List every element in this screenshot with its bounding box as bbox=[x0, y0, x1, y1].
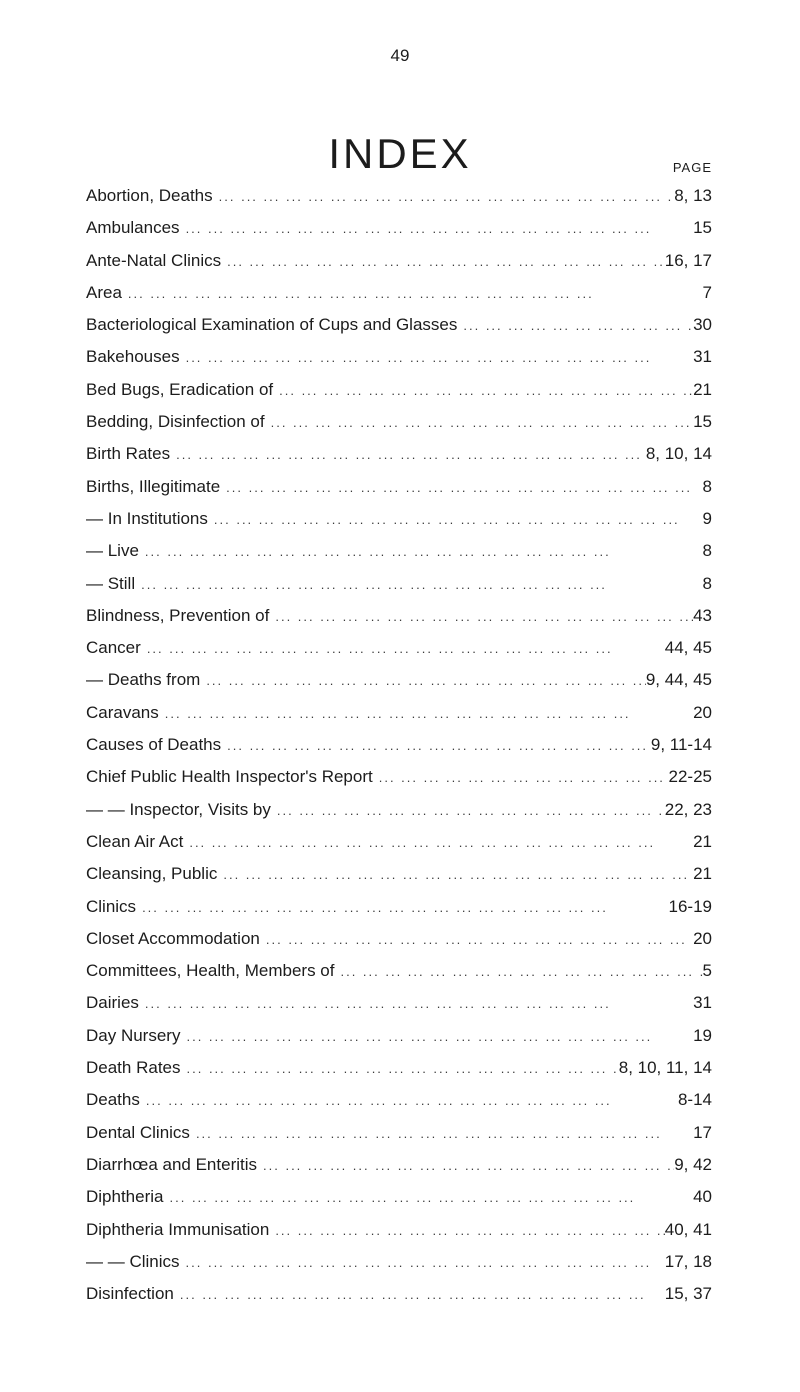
dot-leader bbox=[140, 1085, 678, 1117]
index-entry-pages: 15 bbox=[693, 412, 712, 432]
index-entry bbox=[86, 1117, 712, 1149]
index-entry bbox=[86, 503, 712, 535]
index-entry-label: — — Inspector, Visits by bbox=[86, 799, 271, 819]
index-entry bbox=[86, 245, 712, 277]
index-entry bbox=[86, 438, 712, 470]
dot-leader bbox=[139, 536, 703, 568]
index-entry bbox=[86, 1084, 712, 1116]
index-entry-pages: 9, 44, 45 bbox=[645, 670, 712, 690]
index-entry-label: Bed Bugs, Eradication of bbox=[86, 379, 274, 399]
index-entry-label: Dairies bbox=[86, 993, 139, 1013]
page-column-header: PAGE bbox=[672, 160, 712, 175]
index-entry-label: Disinfection bbox=[86, 1284, 174, 1304]
index-entry bbox=[86, 1149, 712, 1181]
index-entry-pages: 40 bbox=[693, 1187, 712, 1207]
page-number: 49 bbox=[390, 46, 410, 65]
index-entry-label: Bacteriological Examination of Cups and Glasses bbox=[86, 315, 458, 335]
dot-leader bbox=[164, 1182, 694, 1214]
index-entry bbox=[86, 212, 712, 244]
index-entry-pages: 7 bbox=[702, 282, 712, 302]
index-entry-label: Ambulances bbox=[86, 218, 180, 238]
index-entry-pages: 9 bbox=[702, 508, 712, 528]
index-entry-label: Diphtheria Immunisation bbox=[86, 1219, 270, 1239]
index-entry-pages: 21 bbox=[693, 864, 712, 884]
index-entry-pages: 31 bbox=[693, 347, 712, 367]
index-entry bbox=[86, 858, 712, 890]
dot-leader bbox=[139, 988, 693, 1020]
index-entry bbox=[86, 761, 712, 793]
index-entry-label: — — Clinics bbox=[86, 1251, 180, 1271]
index-entry-pages: 44, 45 bbox=[664, 638, 712, 658]
index-entry bbox=[86, 1278, 712, 1310]
index-entry-label: Causes of Deaths bbox=[86, 735, 222, 755]
index-entry-label: Ante-Natal Clinics bbox=[86, 250, 222, 270]
dot-leader bbox=[269, 1215, 664, 1247]
index-entry-pages: 15 bbox=[693, 218, 712, 238]
index-entry-label: Birth Rates bbox=[86, 444, 171, 464]
index-entry bbox=[86, 471, 712, 503]
dot-leader bbox=[457, 310, 693, 342]
index-entry bbox=[86, 891, 712, 923]
dot-leader bbox=[221, 246, 665, 278]
dot-leader bbox=[265, 407, 693, 439]
index-entry-pages: 8 bbox=[702, 573, 712, 593]
index-entry-pages: 22, 23 bbox=[664, 799, 712, 819]
index-entry-pages: 8-14 bbox=[677, 1090, 712, 1110]
index-list bbox=[86, 180, 712, 1310]
index-entry-label: Day Nursery bbox=[86, 1025, 181, 1045]
index-entry-label: Diphtheria bbox=[86, 1187, 164, 1207]
dot-leader bbox=[221, 730, 651, 762]
dot-leader bbox=[273, 375, 693, 407]
index-entry-pages: 9, 42 bbox=[674, 1154, 712, 1174]
index-entry-label: Deaths bbox=[86, 1090, 140, 1110]
dot-leader bbox=[260, 924, 693, 956]
dot-leader bbox=[217, 859, 693, 891]
index-entry-label: Caravans bbox=[86, 702, 159, 722]
index-entry-pages: 31 bbox=[693, 993, 712, 1013]
index-entry-pages: 21 bbox=[693, 379, 712, 399]
index-entry-pages: 8 bbox=[702, 541, 712, 561]
index-entry-pages: 16-19 bbox=[668, 896, 712, 916]
index-entry bbox=[86, 826, 712, 858]
dot-leader bbox=[269, 601, 693, 633]
index-entry-pages: 19 bbox=[693, 1025, 712, 1045]
dot-leader bbox=[174, 1279, 665, 1311]
index-entry-pages: 30 bbox=[693, 315, 712, 335]
dot-leader bbox=[180, 1021, 693, 1053]
dot-leader bbox=[180, 1247, 665, 1279]
index-entry-label: Area bbox=[86, 282, 122, 302]
dot-leader bbox=[271, 795, 665, 827]
dot-leader bbox=[257, 1150, 674, 1182]
index-entry bbox=[86, 277, 712, 309]
index-entry-label: Births, Illegitimate bbox=[86, 476, 221, 496]
index-entry bbox=[86, 923, 712, 955]
index-entry bbox=[86, 1052, 712, 1084]
dot-leader bbox=[181, 1053, 619, 1085]
index-entry-label: Diarrhœa and Enteritis bbox=[86, 1154, 258, 1174]
index-entry bbox=[86, 406, 712, 438]
index-entry-pages: 8 bbox=[702, 476, 712, 496]
dot-leader bbox=[180, 342, 694, 374]
index-entry bbox=[86, 600, 712, 632]
index-entry-label: — Live bbox=[86, 541, 139, 561]
index-entry-pages: 17 bbox=[693, 1122, 712, 1142]
dot-leader bbox=[122, 278, 703, 310]
index-entry bbox=[86, 180, 712, 212]
dot-leader bbox=[170, 439, 646, 471]
index-entry-pages: 15, 37 bbox=[664, 1284, 712, 1304]
dot-leader bbox=[183, 827, 693, 859]
index-entry bbox=[86, 535, 712, 567]
index-entry-pages: 8, 13 bbox=[674, 186, 712, 205]
dot-leader bbox=[136, 892, 668, 924]
index-entry-label: Bedding, Disinfection of bbox=[86, 412, 265, 432]
index-entry-label: Blindness, Prevention of bbox=[86, 605, 270, 625]
dot-leader bbox=[135, 569, 702, 601]
index-entry-label: Dental Clinics bbox=[86, 1122, 190, 1142]
dot-leader bbox=[208, 504, 703, 536]
index-entry bbox=[86, 729, 712, 761]
index-entry-pages: 5 bbox=[702, 961, 712, 981]
dot-leader bbox=[220, 472, 702, 504]
index-entry-pages: 21 bbox=[693, 831, 712, 851]
index-entry-pages: 16, 17 bbox=[664, 250, 712, 270]
index-entry-label: Death Rates bbox=[86, 1058, 181, 1078]
index-entry bbox=[86, 309, 712, 341]
index-entry-label: — Deaths from bbox=[86, 670, 201, 690]
index-entry-label: Cancer bbox=[86, 638, 141, 658]
index-entry bbox=[86, 341, 712, 373]
dot-leader bbox=[373, 762, 669, 794]
dot-leader bbox=[213, 181, 675, 213]
index-entry bbox=[86, 632, 712, 664]
index-entry-label: Cleansing, Public bbox=[86, 864, 218, 884]
index-entry bbox=[86, 568, 712, 600]
dot-leader bbox=[180, 213, 694, 245]
index-entry-label: — In Institutions bbox=[86, 508, 208, 528]
page-title: INDEX bbox=[328, 130, 472, 178]
index-entry-pages: 43 bbox=[693, 605, 712, 625]
index-entry bbox=[86, 955, 712, 987]
index-entry-label: Abortion, Deaths bbox=[86, 186, 213, 205]
dot-leader bbox=[141, 633, 665, 665]
index-entry bbox=[86, 1214, 712, 1246]
dot-leader bbox=[190, 1118, 693, 1150]
index-entry-pages: 8, 10, 14 bbox=[645, 444, 712, 464]
index-entry bbox=[86, 1020, 712, 1052]
index-entry bbox=[86, 374, 712, 406]
dot-leader bbox=[159, 698, 693, 730]
index-entry-pages: 20 bbox=[693, 928, 712, 948]
index-entry-label: Clean Air Act bbox=[86, 831, 184, 851]
index-entry bbox=[86, 697, 712, 729]
index-entry-pages: 40, 41 bbox=[664, 1219, 712, 1239]
index-entry-label: Closet Accommodation bbox=[86, 928, 260, 948]
dot-leader bbox=[334, 956, 702, 988]
index-entry bbox=[86, 1246, 712, 1278]
index-entry bbox=[86, 1181, 712, 1213]
index-entry-label: Clinics bbox=[86, 896, 137, 916]
index-entry-label: Committees, Health, Members of bbox=[86, 961, 335, 981]
index-entry-pages: 22-25 bbox=[668, 767, 712, 787]
index-entry-label: — Still bbox=[86, 573, 136, 593]
index-entry-pages: 9, 11-14 bbox=[650, 735, 712, 755]
index-entry-label: Chief Public Health Inspector's Report bbox=[86, 767, 373, 787]
index-entry bbox=[86, 987, 712, 1019]
index-entry bbox=[86, 794, 712, 826]
dot-leader bbox=[200, 665, 646, 697]
index-entry-label: Bakehouses bbox=[86, 347, 180, 367]
index-entry-pages: 17, 18 bbox=[664, 1251, 712, 1271]
index-entry-pages: 20 bbox=[693, 702, 712, 722]
index-entry-pages: 8, 10, 11, 14 bbox=[618, 1058, 712, 1078]
index-entry bbox=[86, 664, 712, 696]
